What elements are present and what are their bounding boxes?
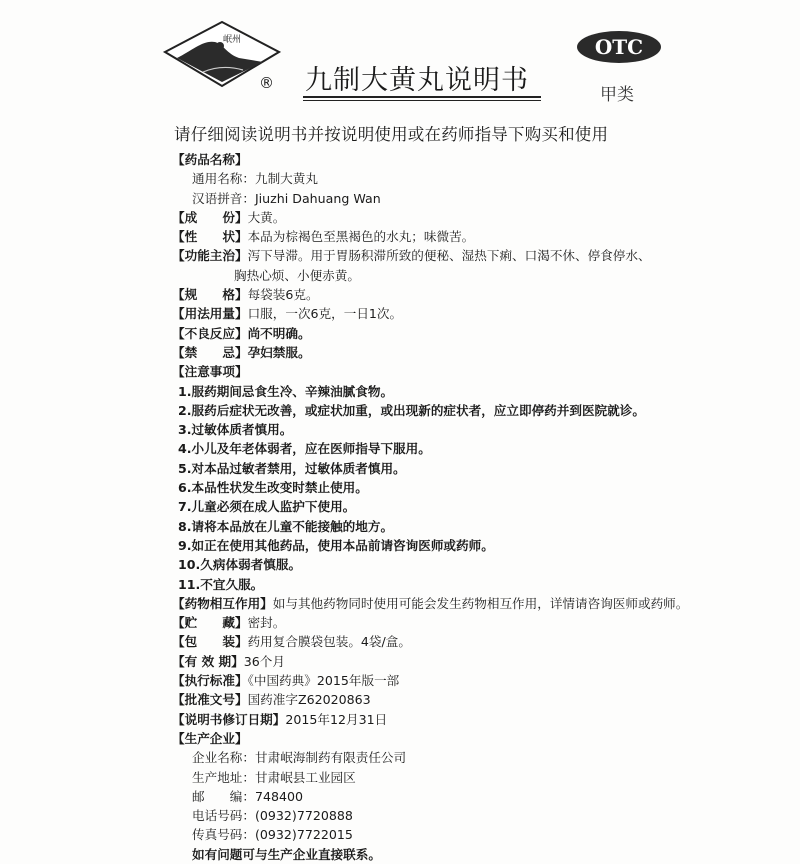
dosage-row: 【用法用量】口服，一次6克，一日1次。 <box>172 306 403 322</box>
adverse-row: 【不良反应】尚不明确。 <box>172 325 311 341</box>
precaution-item: 5.对本品过敏者禁用，过敏体质者慎用。 <box>178 460 406 476</box>
logo-text: 岷州 <box>223 35 242 45</box>
storage-row: 【贮 藏】密封。 <box>172 615 286 631</box>
drug-name-heading: 【药品名称】 <box>172 152 248 167</box>
manufacturer-heading: 【生产企业】 <box>172 730 248 746</box>
title-underline <box>303 96 541 101</box>
precaution-item: 11.不宜久服。 <box>178 576 264 592</box>
leaflet-body <box>172 150 772 864</box>
approval-row: 【批准文号】国药准字Z62020863 <box>172 692 371 708</box>
precaution-item: 9.如正在使用其他药品，使用本品前请咨询医师或药师。 <box>178 537 494 553</box>
revision-date-row: 【说明书修订日期】2015年12月31日 <box>172 711 388 727</box>
fax-row: 传真号码：(0932)7722015 <box>192 827 353 843</box>
indications-row: 【功能主治】泻下导滞。用于胃肠积滞所致的便秘、湿热下痢、口渴不休、停食停水、 <box>172 248 651 264</box>
otc-badge: OTC <box>577 31 661 63</box>
precaution-item: 1.服药期间忌食生冷、辛辣油腻食物。 <box>178 383 394 399</box>
page-title: 九制大黄丸说明书 <box>305 65 529 96</box>
precaution-item: 3.过敏体质者慎用。 <box>178 422 293 438</box>
precautions-heading: 【注意事项】 <box>172 364 248 380</box>
registered-mark: ® <box>259 74 274 92</box>
generic-name-row: 通用名称：九制大黄丸 <box>192 171 318 187</box>
precaution-item: 7.儿童必须在成人监护下使用。 <box>178 499 356 515</box>
spec-row: 【规 格】每袋装6克。 <box>172 287 319 303</box>
precaution-item: 8.请将本品放在儿童不能接触的地方。 <box>178 518 394 534</box>
standard-row: 【执行标准】《中国药典》2015年版一部 <box>172 673 400 689</box>
pinyin-row: 汉语拼音：Jiuzhi Dahuang Wan <box>192 190 381 206</box>
contraindications-row: 【禁 忌】孕妇禁服。 <box>172 344 311 360</box>
validity-row: 【有 效 期】36个月 <box>172 653 285 669</box>
address-row: 生产地址：甘肃岷县工业园区 <box>192 769 356 785</box>
appearance-row: 【性 状】本品为棕褐色至黑褐色的水丸；味微苦。 <box>172 229 475 245</box>
precaution-item: 6.本品性状发生改变时禁止使用。 <box>178 480 368 496</box>
precaution-item: 4.小儿及年老体弱者，应在医师指导下服用。 <box>178 441 431 457</box>
category-label: 甲类 <box>600 85 634 105</box>
contact-note: 如有问题可与生产企业直接联系。 <box>192 846 381 862</box>
precaution-item: 10.久病体弱者慎服。 <box>178 557 302 573</box>
indications-row-cont: 胸热心烦、小便赤黄。 <box>234 267 360 283</box>
phone-row: 电话号码：(0932)7720888 <box>192 808 353 824</box>
subtitle: 请仔细阅读说明书并按说明使用或在药师指导下购买和使用 <box>174 125 609 144</box>
interaction-row: 【药物相互作用】如与其他药物同时使用可能会发生药物相互作用，详情请咨询医师或药师。 <box>172 595 689 611</box>
package-row: 【包 装】药用复合膜袋包装。4袋/盒。 <box>172 634 411 650</box>
precaution-item: 2.服药后症状无改善，或症状加重，或出现新的症状者，应立即停药并到医院就诊。 <box>178 402 645 418</box>
ingredients-row: 【成 份】大黄。 <box>172 209 286 225</box>
company-row: 企业名称：甘肃岷海制药有限责任公司 <box>192 750 407 766</box>
postcode-row: 邮 编：748400 <box>192 788 304 804</box>
